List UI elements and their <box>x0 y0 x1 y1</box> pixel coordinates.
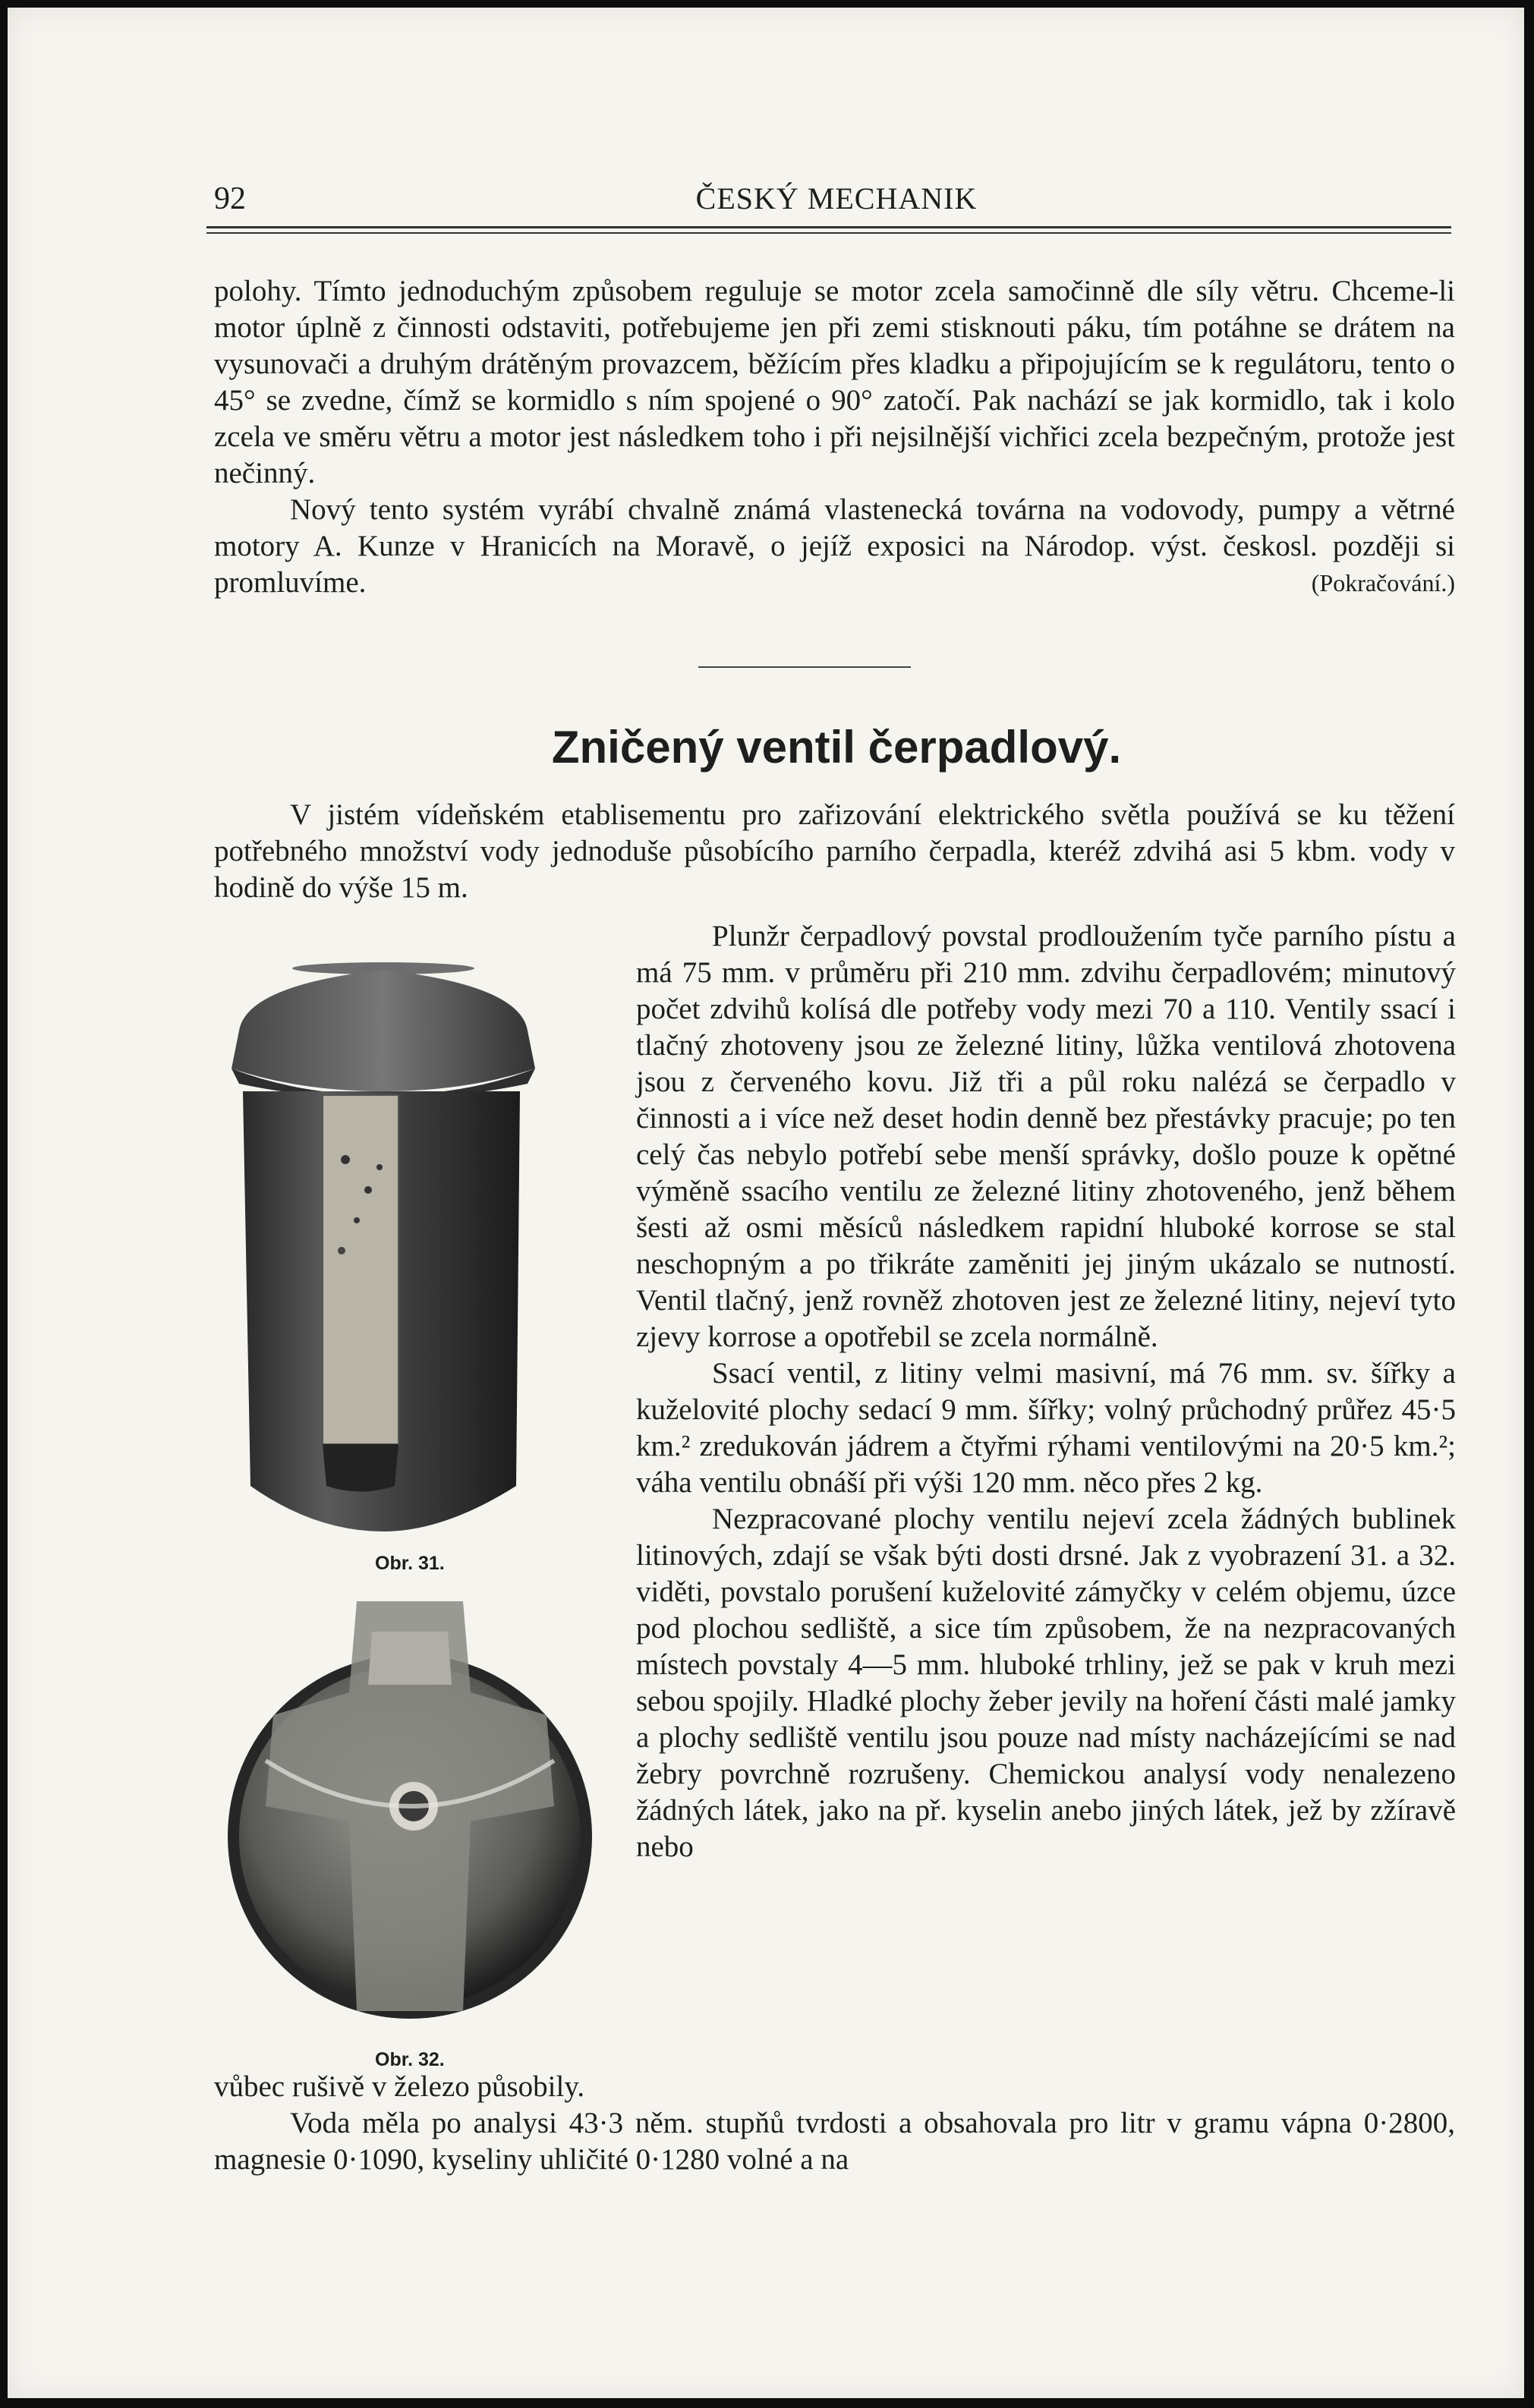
paragraph: V jistém vídeňském etablisementu pro zařizování elektrického světla používá se ku těžení potřebného množství vody jednoduše působícího parního čerpadla, kteréž zdvihá asi 5 kbm. vody v hodině do výše 15 m. <box>214 798 1455 904</box>
article-intro <box>214 797 1455 906</box>
paragraph: vůbec rušivě v železo působily. <box>214 2070 585 2103</box>
running-title: ČESKÝ MECHANIK <box>695 181 978 216</box>
paragraph: Plunžr čerpadlový povstal prodloužením tyče parního pístu a má 75 mm. v průměru při 210 mm. zdvihu čerpadlovém; minutový počet zdvihů kolísá dle potřeby vody mezi 70 a 110. Ventily ssací i tlačný zhotoveny jsou ze železné litiny, lůžka ventilová zhotovena jsou z červeného kovu. Již tři a půl roku nalézá se čerpadlo v činnosti a i více než deset hodin denně bez přestávky pracuje; po ten celý čas nebylo potřebí sebe menší správky, došlo pouze k opětné výměně ssacího ventilu ze železné litiny zhotoveného, jenž během šesti až osmi měsíců následkem rapidní hluboké korrose se stal neschopným a po třikráte zaměniti jej jiným ukázalo se nutností. Ventil tlačný, jenž rovněž zhotoven jest ze železné litiny, nejeví tyto zjevy korrose a opotřebil se zcela normálně. <box>636 920 1456 1353</box>
paragraph: Nezpracované plochy ventilu nejeví zcela žádných bublinek litinových, zdají se však býti dosti drsné. Jak z vyobrazení 31. a 32. viděti, povstalo porušení kuželovité zámyčky v celém objemu, úzce pod plochou sedliště, a sice tím způsobem, že na nezpracovaných místech povstaly 4—5 mm. hluboké trhliny, jež se pak v kruh mezi sebou spojily. Hladké plochy žeber jevily na hoření části malé jamky a plochy sedliště ventilu jsou pouze nad místy nacházejícími se nad žebry povrchně rozrušeny. Chemickou analysí vody nenalezeno žádných látek, jako na př. kyselin anebo jiných látek, jež by zžíravě nebo <box>636 1503 1456 1863</box>
figure-32-valve-photo <box>220 1601 630 2026</box>
article-bottom-text <box>214 2069 1455 2178</box>
page-header <box>214 181 1459 219</box>
header-rule <box>206 226 1451 228</box>
figure-31-caption: Obr. 31. <box>375 1553 445 1574</box>
page-number: 92 <box>214 181 246 216</box>
article-column-text <box>636 918 1456 1865</box>
paragraph: polohy. Tímto jednoduchým způsobem reguluje se motor zcela samočinně dle síly větru. Chceme-li motor úplně z činnosti odstaviti, potřebujeme jen při zemi stisknouti páku, tím potáhne se drátem na vysunovači a druhým drátěným provazcem, běžícím přes kladku a připojujícím se k regulátoru, tento o 45° se zvedne, čímž se kormidlo s ním spojené o 90° zatočí. Pak nachází se jak kormidlo, tak i kolo zcela ve směru větru a motor jest následkem toho i při nejsilnější vichřici zcela bezpečným, protože jest nečinný. <box>214 275 1455 489</box>
continued-note: (Pokračování.) <box>1311 569 1455 596</box>
header-rule-thin <box>206 232 1451 234</box>
paragraph <box>214 492 1455 601</box>
previous-article-text <box>214 273 1455 601</box>
article-title: Zničený ventil čerpadlový. <box>551 722 1122 773</box>
paragraph-text: Nový tento systém vyrábí chvalně známá vlastenecká továrna na vodovody, pumpy a větrné motory A. Kunze v Hranicích na Moravě, o jejíž exposici na Národop. výst. českosl. později si promluvíme. <box>214 493 1455 599</box>
section-divider <box>698 666 911 668</box>
paragraph: Voda měla po analysi 43·3 něm. stupňů tvrdosti a obsahovala pro litr v gramu vápna 0·2800, magnesie 0·1090, kyseliny uhličité 0·1280 volné a na <box>214 2107 1455 2176</box>
figure-32-caption: Obr. 32. <box>375 2049 445 2070</box>
paragraph: Ssací ventil, z litiny velmi masivní, má 76 mm. sv. šířky a kuželovité plochy sedací 9 mm. šířky; volný průchodný průřez 45·5 km.² zredukován jádrem a čtyřmi rýhami ventilovými na 20·5 km.²; váha ventilu obnáší při výši 120 mm. něco přes 2 kg. <box>636 1357 1456 1499</box>
figure-31-valve-photo <box>216 962 603 1554</box>
